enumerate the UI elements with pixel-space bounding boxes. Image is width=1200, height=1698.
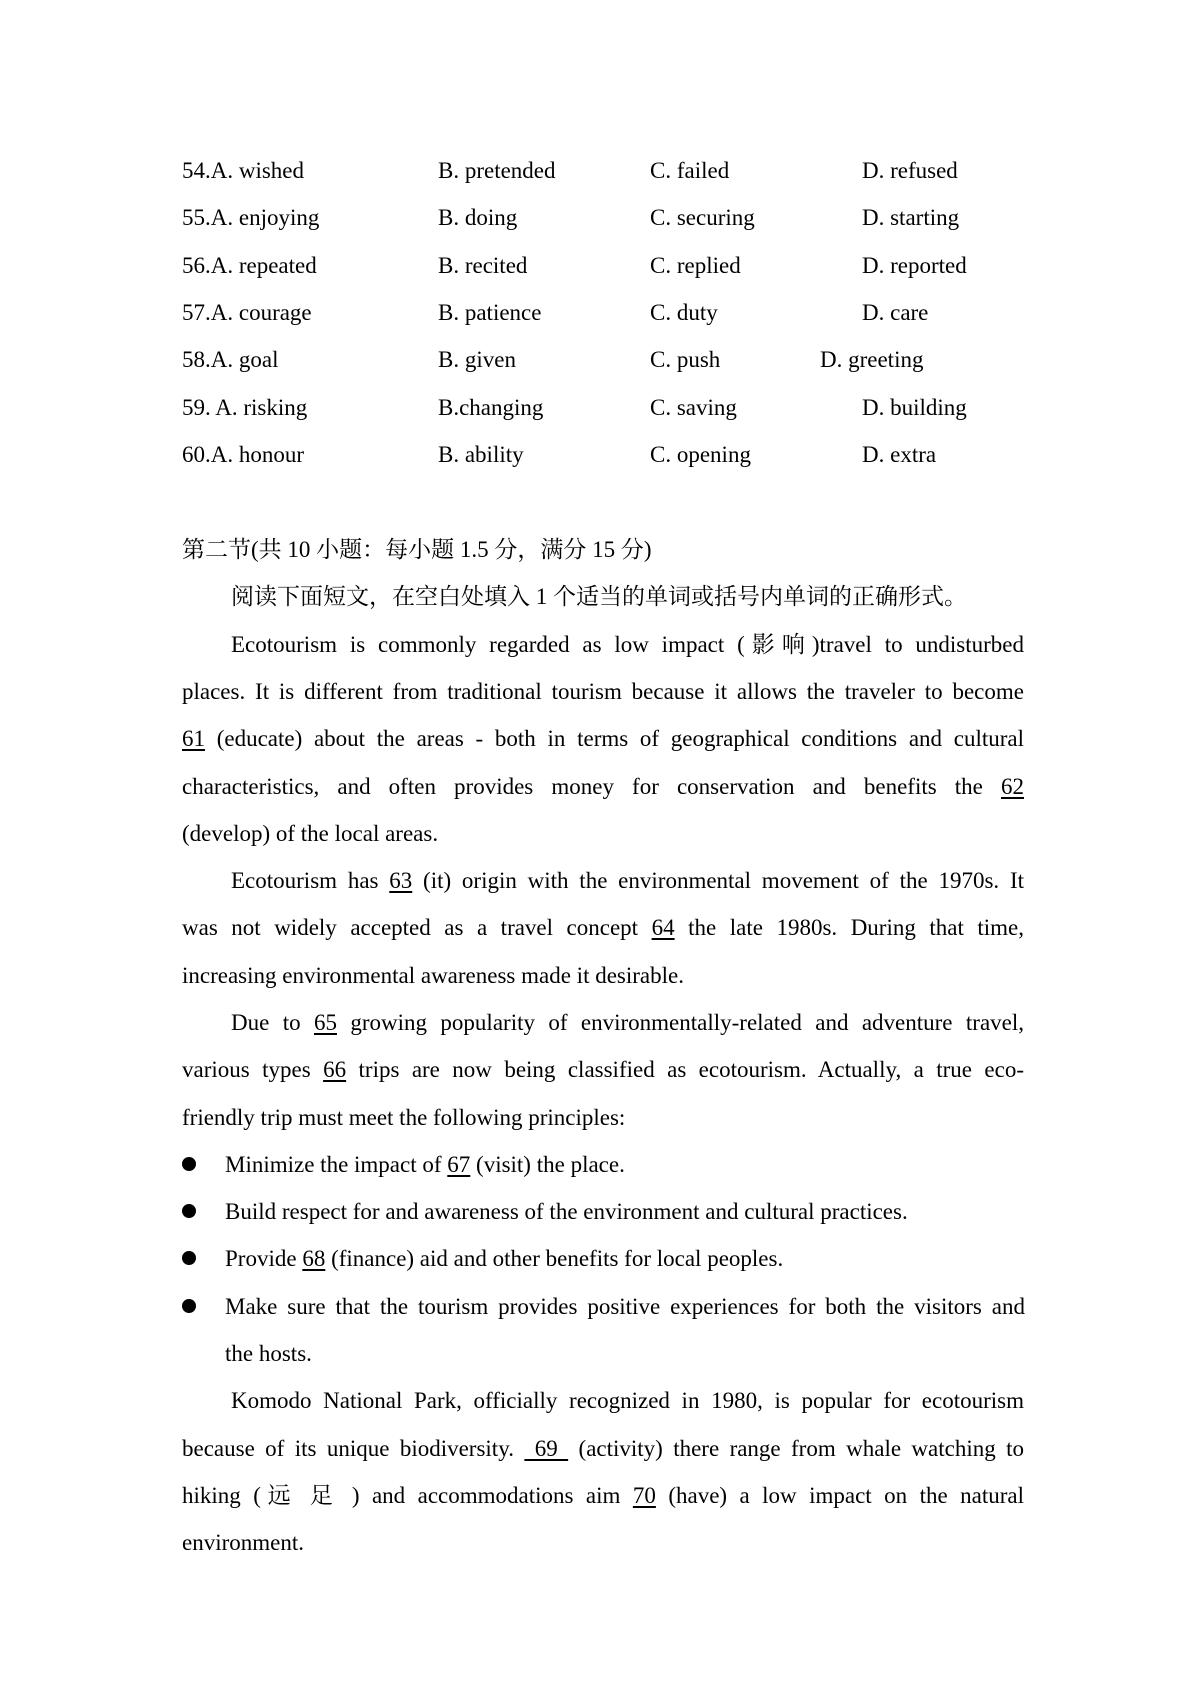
- passage-line: [182, 1433, 1024, 1465]
- blank-70[interactable]: 70: [632, 1483, 656, 1508]
- passage-line: Komodo National Park, officially recognized in 1980, is popular for ecotourism: [231, 1388, 1024, 1413]
- passage-line: places. It is different from traditional tourism because it allows the traveler to become: [182, 679, 1024, 704]
- passage-line: [182, 771, 1024, 803]
- blank-63[interactable]: 63: [389, 868, 413, 893]
- option-row-54: [0, 156, 1200, 186]
- option-b: B.changing: [438, 395, 544, 420]
- option-d: D. care: [862, 300, 929, 325]
- option-row-59: [0, 393, 1200, 423]
- passage-text: the late 1980s. During that time,: [688, 915, 1025, 940]
- bullet-item: [225, 1149, 1025, 1181]
- option-c: C. saving: [650, 395, 737, 420]
- option-c: C. replied: [650, 253, 741, 278]
- blank-67[interactable]: 67: [447, 1152, 471, 1177]
- bullet-icon: [182, 1157, 196, 1171]
- bullet-item: [225, 1243, 1025, 1275]
- passage-text: characteristics, and often provides money for conservation and benefits the: [182, 774, 983, 799]
- blank-64[interactable]: 64: [651, 915, 675, 940]
- option-b: B. patience: [438, 300, 542, 325]
- option-b: B. given: [438, 347, 516, 372]
- passage-text: (activity) there range from whale watching to: [578, 1436, 1025, 1461]
- blank-61[interactable]: 61: [182, 726, 205, 751]
- option-d: D. greeting: [820, 347, 924, 372]
- passage-text: (visit) the place.: [476, 1152, 625, 1177]
- passage-text: (educate) about the areas - both in terms of geographical conditions and cultural: [216, 726, 1025, 751]
- option-b: B. doing: [438, 205, 518, 230]
- option-b: B. ability: [438, 442, 524, 467]
- passage-line: increasing environmental awareness made it desirable.: [182, 963, 684, 988]
- passage-text: because of its unique biodiversity.: [182, 1436, 514, 1461]
- option-row-57: [0, 298, 1200, 328]
- bullet-item: Make sure that the tourism provides positive experiences for both the visitors and: [225, 1294, 1025, 1319]
- passage-line: [231, 865, 1024, 897]
- option-c: C. push: [650, 347, 721, 372]
- passage-line: [182, 723, 1024, 755]
- passage-text: (have) a low impact on the natural: [668, 1483, 1024, 1508]
- passage-line: friendly trip must meet the following principles:: [182, 1105, 626, 1130]
- option-a: 60.A. honour: [182, 442, 305, 467]
- passage-text: (finance) aid and other benefits for local peoples.: [331, 1246, 784, 1271]
- passage-text: trips are now being classified as ecotourism. Actually, a true eco-: [358, 1057, 1025, 1082]
- passage-line: environment.: [182, 1530, 304, 1555]
- option-c: C. failed: [650, 158, 730, 183]
- option-a: 56.A. repeated: [182, 253, 317, 278]
- passage-text: Provide: [225, 1246, 297, 1271]
- option-row-58: [0, 345, 1200, 375]
- passage-text: was not widely accepted as a travel concept: [182, 915, 639, 940]
- blank-62[interactable]: 62: [1001, 774, 1024, 799]
- bullet-icon: [182, 1251, 196, 1265]
- section-instruction: 阅读下面短文，在空白处填入 1 个适当的单词或括号内单词的正确形式。: [231, 584, 967, 609]
- passage-text: (it) origin with the environmental movement of the 1970s. It: [423, 868, 1025, 893]
- passage-line: [182, 1480, 1024, 1512]
- bullet-icon: [182, 1204, 196, 1218]
- section-heading: 第二节(共 10 小题：每小题 1.5 分，满分 15 分): [182, 537, 652, 562]
- option-row-55: [0, 203, 1200, 233]
- passage-text: Minimize the impact of: [225, 1152, 442, 1177]
- option-row-56: [0, 251, 1200, 281]
- option-d: D. starting: [862, 205, 960, 230]
- option-a: 57.A. courage: [182, 300, 312, 325]
- passage-line: (develop) of the local areas.: [182, 821, 439, 846]
- passage-text: Ecotourism has: [231, 868, 379, 893]
- option-c: C. duty: [650, 300, 718, 325]
- option-row-60: [0, 440, 1200, 470]
- option-c: C. opening: [650, 442, 751, 467]
- option-a: 55.A. enjoying: [182, 205, 320, 230]
- option-b: B. recited: [438, 253, 528, 278]
- bullet-item: Build respect for and awareness of the environment and cultural practices.: [225, 1199, 908, 1224]
- option-d: D. reported: [862, 253, 967, 278]
- passage-text: hiking (远 足 ) and accommodations aim: [182, 1483, 621, 1508]
- option-c: C. securing: [650, 205, 755, 230]
- bullet-icon: [182, 1299, 196, 1313]
- option-b: B. pretended: [438, 158, 556, 183]
- passage-line: Ecotourism is commonly regarded as low impact (影响)travel to undisturbed: [231, 632, 1024, 657]
- option-d: D. refused: [862, 158, 958, 183]
- option-a: 54.A. wished: [182, 158, 305, 183]
- passage-text: growing popularity of environmentally-related and adventure travel,: [350, 1010, 1025, 1035]
- blank-66[interactable]: 66: [323, 1057, 347, 1082]
- blank-69[interactable]: 69: [524, 1436, 569, 1461]
- passage-line: [182, 912, 1024, 944]
- blank-68[interactable]: 68: [302, 1246, 326, 1271]
- passage-text: various types: [182, 1057, 311, 1082]
- bullet-item-continuation: the hosts.: [225, 1341, 312, 1366]
- option-d: D. extra: [862, 442, 937, 467]
- passage-text: Due to: [231, 1010, 301, 1035]
- option-a: 58.A. goal: [182, 347, 279, 372]
- option-d: D. building: [862, 395, 967, 420]
- blank-65[interactable]: 65: [314, 1010, 337, 1035]
- passage-line: [231, 1007, 1024, 1039]
- option-a: 59. A. risking: [182, 395, 308, 420]
- passage-line: [182, 1054, 1024, 1086]
